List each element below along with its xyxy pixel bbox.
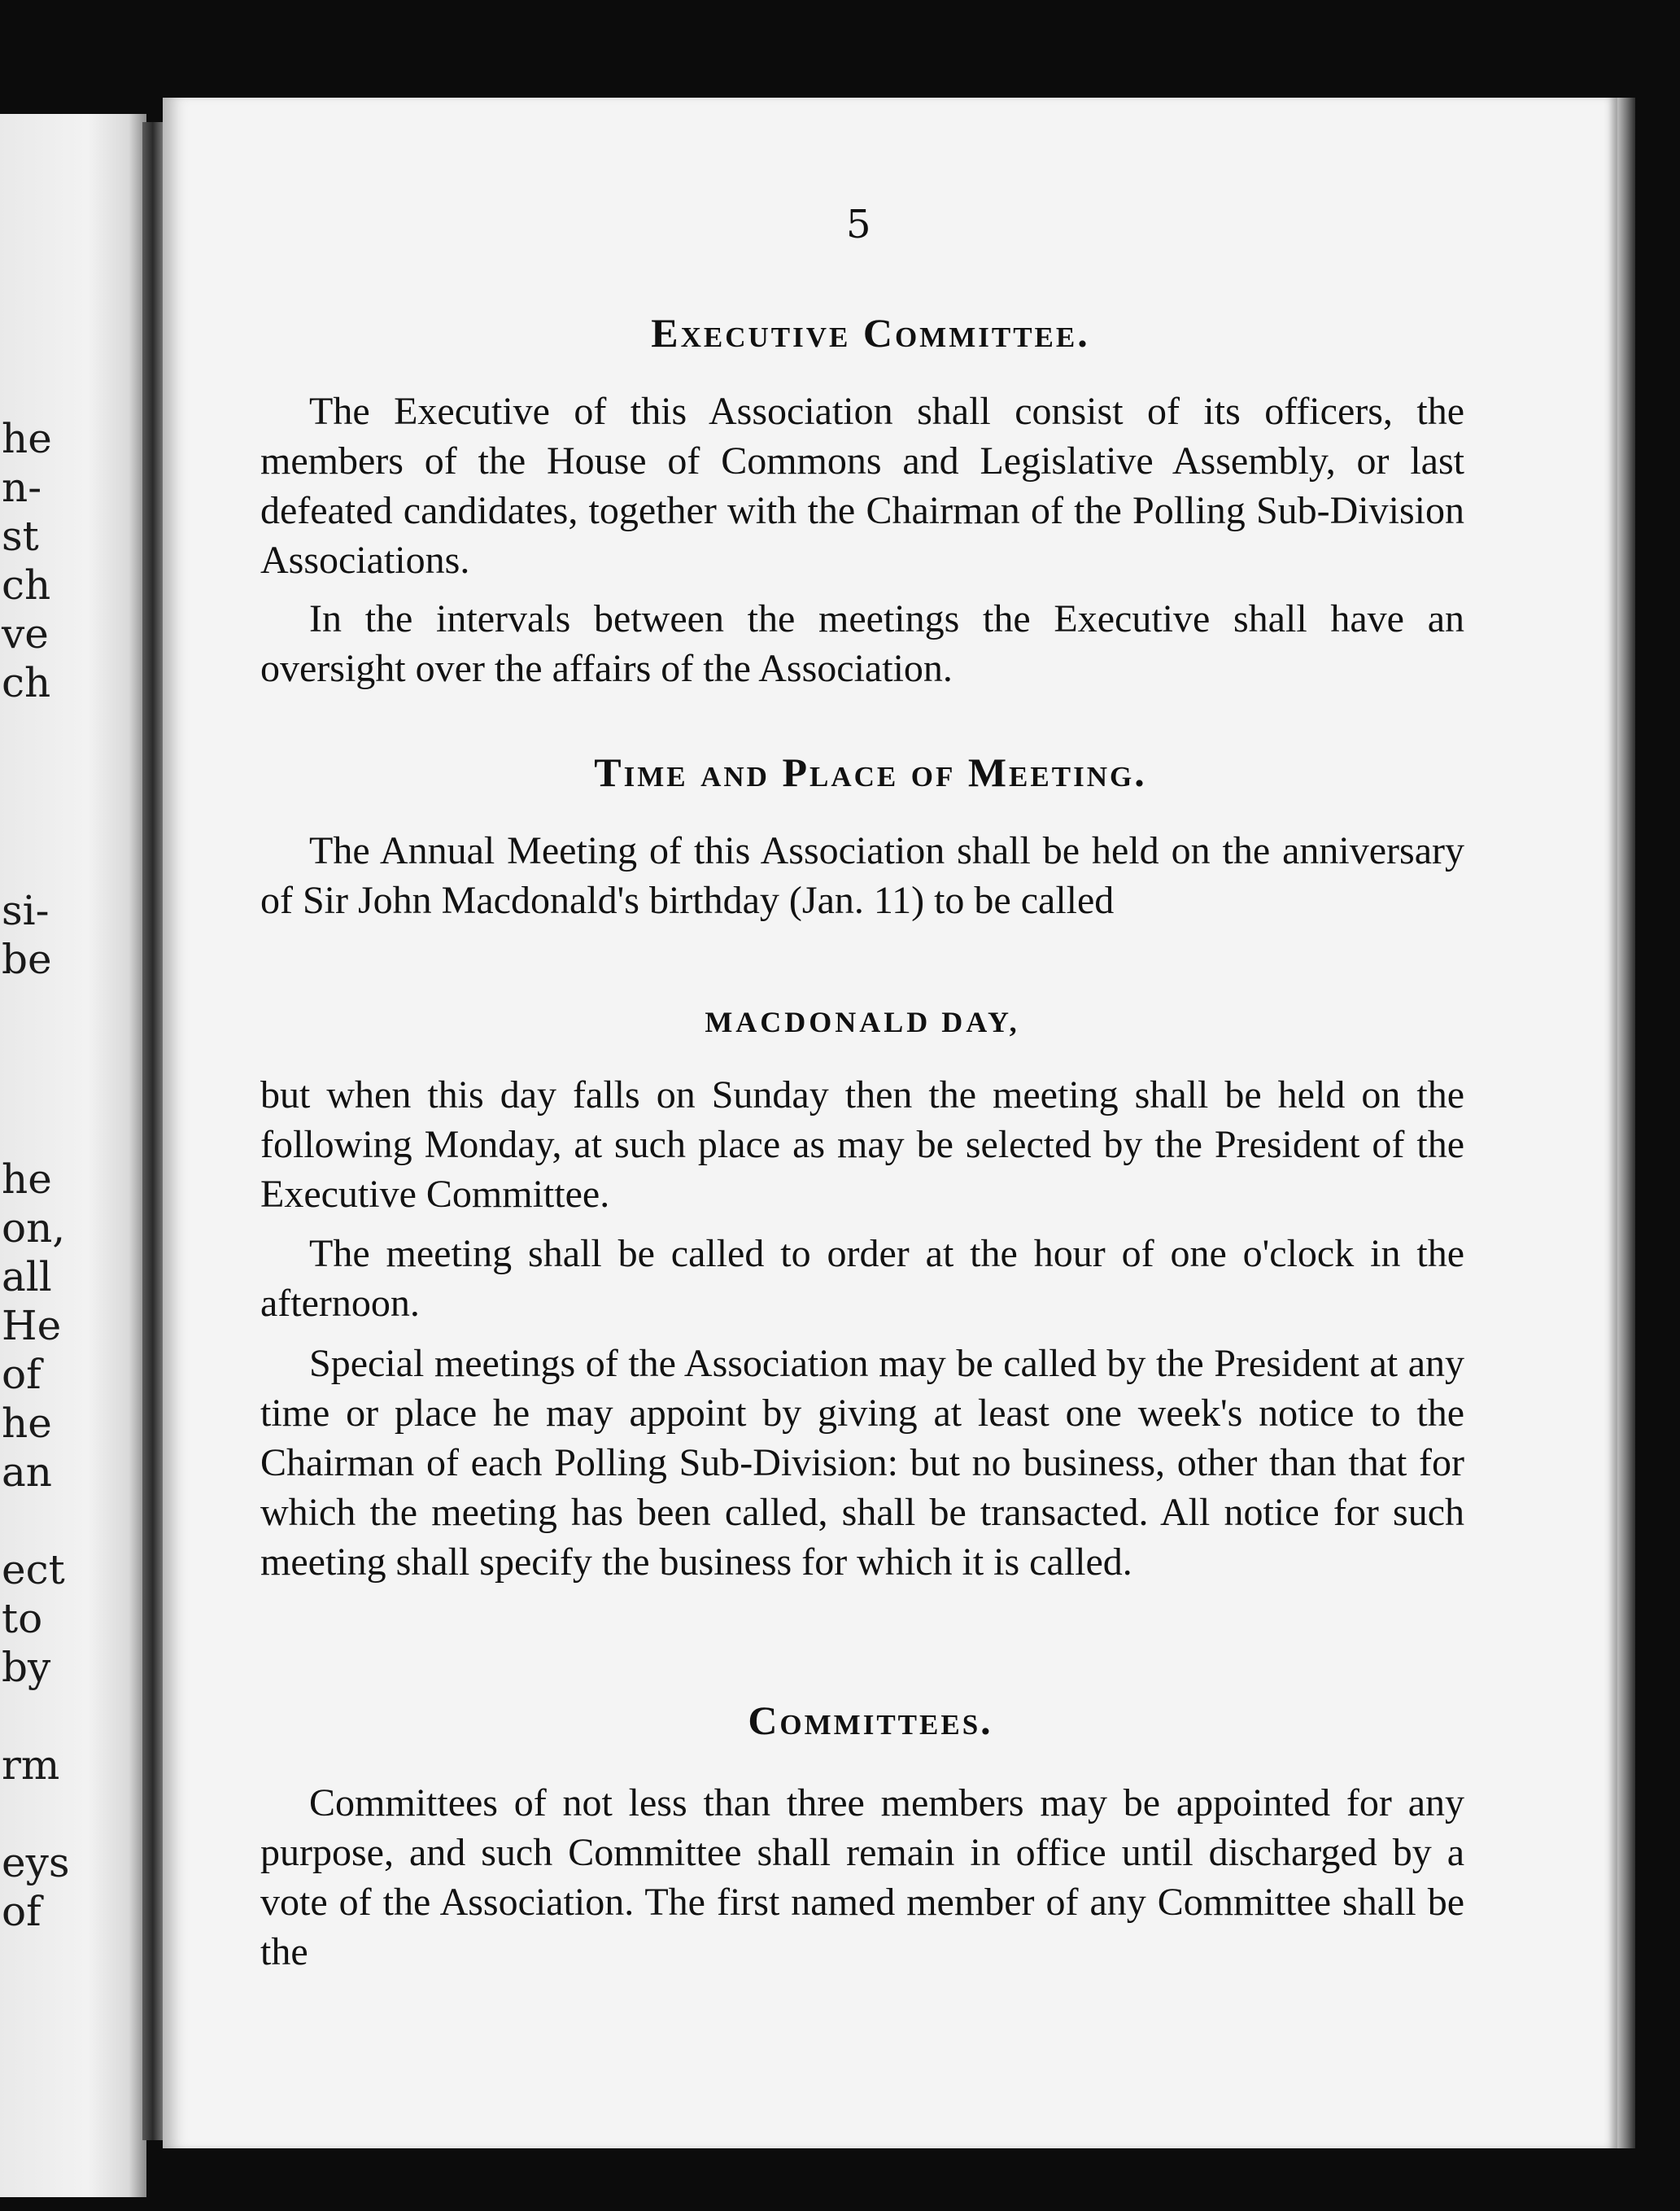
- left-page-fragment: to: [2, 1595, 43, 1642]
- left-page-fragment: he: [2, 1156, 52, 1203]
- left-page-fragment: of: [2, 1351, 41, 1398]
- paragraph-executive-2: In the intervals between the meetings the Executive shall have an oversight over the affairs of the Association.: [260, 597, 1464, 690]
- page-edge: [1617, 98, 1635, 2148]
- paragraph-meeting-2: but when this day falls on Sunday then the meeting shall be held on the following Monday, at such place as may be selected by the President of the Executive Committee.: [260, 1073, 1464, 1216]
- macdonald-day-line: MACDONALD DAY,: [705, 1006, 1020, 1038]
- heading-executive-committee: Executive Committee.: [651, 310, 1090, 356]
- left-page-fragment: he: [2, 1400, 52, 1447]
- left-page-fragment: eys: [2, 1839, 70, 1886]
- paragraph-meeting-1: The Annual Meeting of this Association shall be held on the anniversary of Sir John Macdonald's birthday (Jan. 11) to be called: [260, 829, 1464, 922]
- heading-committees: Committees.: [748, 1698, 993, 1743]
- left-page-fragment: ve: [2, 610, 49, 658]
- paragraph-meeting-3: The meeting shall be called to order at the hour of one o'clock in the afternoon.: [260, 1232, 1464, 1325]
- paragraph-meeting-4: Special meetings of the Association may be called by the President at any time or place he may appoint by giving at least one week's notice to the Chairman of each Polling Sub-Division: but no business, other than that for which the meeting has been called, shall be transacted. All notice for such meeting shall specify the business for which it is called.: [260, 1342, 1464, 1584]
- left-page-fragment: He: [2, 1302, 62, 1349]
- left-page-fragment: be: [2, 936, 52, 983]
- left-page-fragment: ch: [2, 659, 51, 706]
- left-page-fragment: si-: [2, 887, 50, 934]
- left-page-fragment: ect: [2, 1546, 65, 1593]
- left-page-fragment: on,: [2, 1204, 66, 1252]
- left-page-fragment: an: [2, 1449, 53, 1496]
- heading-time-place: Time and Place of Meeting.: [594, 749, 1147, 795]
- left-page-fragment: rm: [2, 1741, 60, 1789]
- left-page-fragment: n-: [2, 464, 42, 511]
- left-page-fragment: he: [2, 415, 52, 462]
- page-number: 5: [846, 202, 871, 247]
- left-page-fragment: by: [2, 1644, 51, 1691]
- paragraph-executive-1: The Executive of this Association shall consist of its officers, the members of the House of Commons and Legislative Assembly, or last defeated candidates, together with the Chairman of the Polling Sub-Division Associations.: [260, 390, 1464, 582]
- left-page-fragment: ch: [2, 561, 51, 609]
- left-page-fragment: all: [2, 1253, 52, 1300]
- left-page-fragment: of: [2, 1888, 41, 1935]
- paragraph-committees: Committees of not less than three members may be appointed for any purpose, and such Committee shall remain in office until discharged by a vote of the Association. The first named member of any Committee shall be the: [260, 1781, 1464, 1973]
- left-page-fragment: st: [2, 513, 39, 560]
